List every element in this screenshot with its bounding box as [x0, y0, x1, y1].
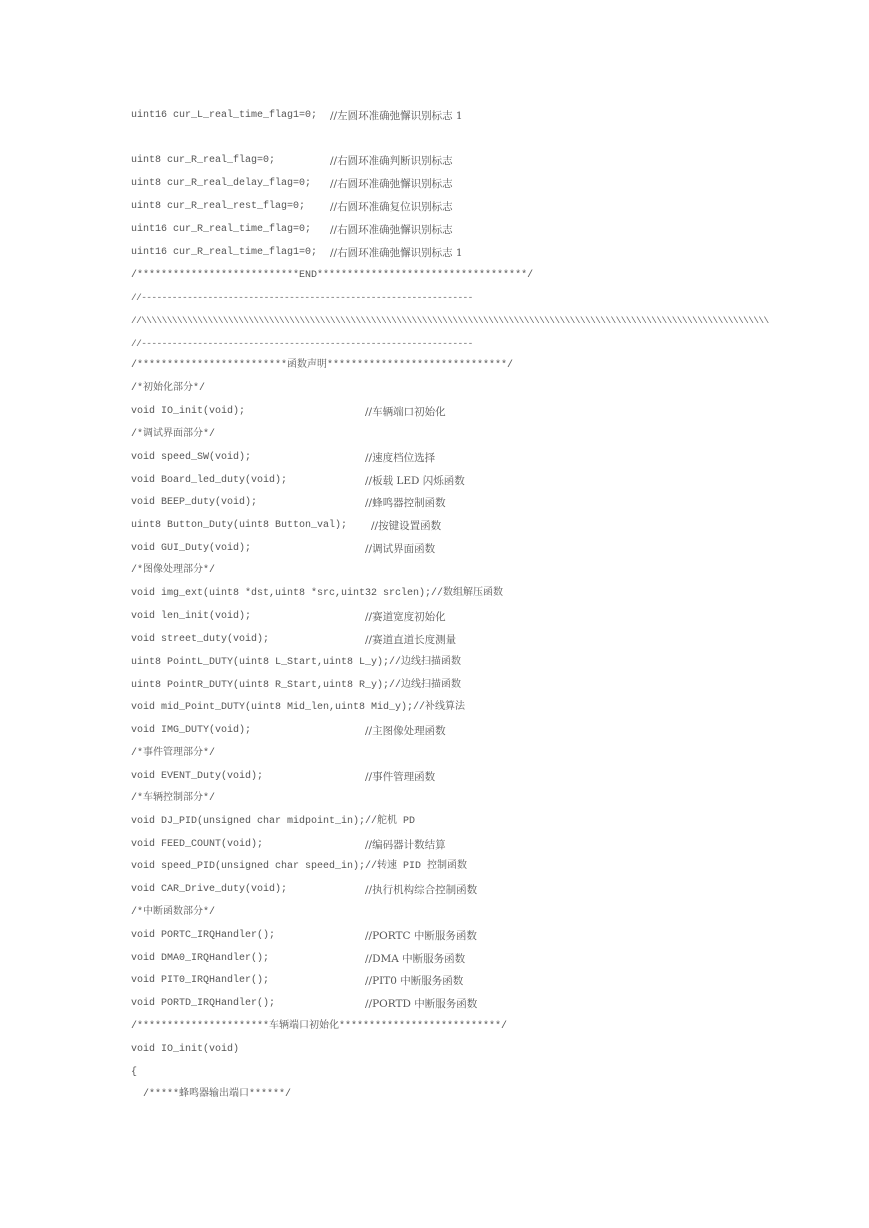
- code-comment: //板载 LED 闪烁函数: [365, 475, 465, 487]
- code-text: uint8 PointL_DUTY(uint8 L_Start,uint8 L_y);//边线扫描函数: [131, 657, 462, 668]
- code-text: uint16 cur_R_real_time_flag=0;: [131, 224, 312, 235]
- code-comment: //赛道宽度初始化: [365, 611, 446, 623]
- code-text: void FEED_COUNT(void);: [131, 839, 264, 850]
- code-comment: //右圆环准确弛懈识别标志: [330, 224, 453, 236]
- code-text: //\\\\\\\\\\\\\\\\\\\\\\\\\\\\\\\\\\\\\\\\\\\\\\\\\\\\\\\\\\\\\\\\\\\\\\\\\\\\\\\\\\\\\\\\\\\\\\\\\\\\\\\\\\\\\\\\\\\\\\\\\\\: [131, 315, 769, 326]
- code-text: /*************************函数声明******************************/: [131, 360, 514, 371]
- code-text: //-----------------------------------------------------------------: [131, 338, 473, 349]
- code-comment: //车辆端口初始化: [365, 406, 446, 418]
- code-text: /***************************END***********************************/: [131, 270, 534, 281]
- code-text: void speed_PID(unsigned char speed_in);//转速 PID 控制函数: [131, 861, 468, 872]
- code-text: void BEEP_duty(void);: [131, 497, 258, 508]
- code-comment: //PORTD 中断服务函数: [365, 998, 478, 1010]
- code-text: void IMG_DUTY(void);: [131, 725, 252, 736]
- code-text: void EVENT_Duty(void);: [131, 771, 264, 782]
- code-text: void street_duty(void);: [131, 634, 270, 645]
- code-text: uint8 Button_Duty(uint8 Button_val);: [131, 520, 348, 531]
- code-text: //-----------------------------------------------------------------: [131, 292, 473, 303]
- code-text: /*事件管理部分*/: [131, 748, 216, 759]
- code-text: void PIT0_IRQHandler();: [131, 975, 270, 986]
- code-comment: //按键设置函数: [371, 520, 442, 532]
- code-comment: //右圆环准确弛懈识别标志 1: [330, 247, 463, 259]
- code-text: void mid_Point_DUTY(uint8 Mid_len,uint8 Mid_y);//补线算法: [131, 702, 466, 713]
- code-text: uint8 cur_R_real_delay_flag=0;: [131, 178, 312, 189]
- code-text: void IO_init(void): [131, 1044, 240, 1055]
- code-text: /*车辆控制部分*/: [131, 793, 216, 804]
- code-comment: //PORTC 中断服务函数: [365, 930, 477, 942]
- code-text: void PORTD_IRQHandler();: [131, 998, 276, 1009]
- code-text: /*图像处理部分*/: [131, 565, 216, 576]
- code-comment: //右圆环准确判断识别标志: [330, 155, 453, 167]
- code-comment: //左圆环准确弛懈识别标志 1: [330, 110, 463, 122]
- code-comment: //蜂鸣器控制函数: [365, 497, 446, 509]
- code-text: /*中断函数部分*/: [131, 907, 216, 918]
- code-text: void DMA0_IRQHandler();: [131, 953, 270, 964]
- code-text: {: [131, 1067, 138, 1078]
- code-comment: //执行机构综合控制函数: [365, 884, 478, 896]
- code-text: /*调试界面部分*/: [131, 429, 216, 440]
- code-text: void img_ext(uint8 *dst,uint8 *src,uint32 srclen);//数组解压函数: [131, 588, 504, 599]
- code-text: void Board_led_duty(void);: [131, 475, 288, 486]
- code-text: uint8 cur_R_real_rest_flag=0;: [131, 201, 306, 212]
- code-text: uint16 cur_L_real_time_flag1=0;: [131, 110, 318, 121]
- code-text: /**********************车辆端口初始化***************************/: [131, 1021, 508, 1032]
- code-comment: //速度档位选择: [365, 452, 436, 464]
- code-text: void GUI_Duty(void);: [131, 543, 252, 554]
- code-text: void IO_init(void);: [131, 406, 246, 417]
- code-text: /*初始化部分*/: [131, 383, 206, 394]
- code-comment: //右圆环准确弛懈识别标志: [330, 178, 453, 190]
- code-text: void CAR_Drive_duty(void);: [131, 884, 288, 895]
- code-text: uint16 cur_R_real_time_flag1=0;: [131, 247, 318, 258]
- code-text: /*****蜂鸣器输出端口******/: [131, 1089, 292, 1100]
- code-comment: //调试界面函数: [365, 543, 436, 555]
- code-text: uint8 PointR_DUTY(uint8 R_Start,uint8 R_y);//边线扫描函数: [131, 680, 462, 691]
- code-comment: //事件管理函数: [365, 771, 436, 783]
- code-comment: //主图像处理函数: [365, 725, 446, 737]
- code-text: void speed_SW(void);: [131, 452, 252, 463]
- code-comment: //编码器计数结算: [365, 839, 446, 851]
- code-comment: //右圆环准确复位识别标志: [330, 201, 453, 213]
- code-comment: //DMA 中断服务函数: [365, 953, 466, 965]
- code-text: uint8 cur_R_real_flag=0;: [131, 155, 276, 166]
- code-comment: //赛道直道长度测量: [365, 634, 457, 646]
- code-text: void DJ_PID(unsigned char midpoint_in);//舵机 PD: [131, 816, 416, 827]
- code-text: void PORTC_IRQHandler();: [131, 930, 276, 941]
- code-comment: //PIT0 中断服务函数: [365, 975, 464, 987]
- code-text: void len_init(void);: [131, 611, 252, 622]
